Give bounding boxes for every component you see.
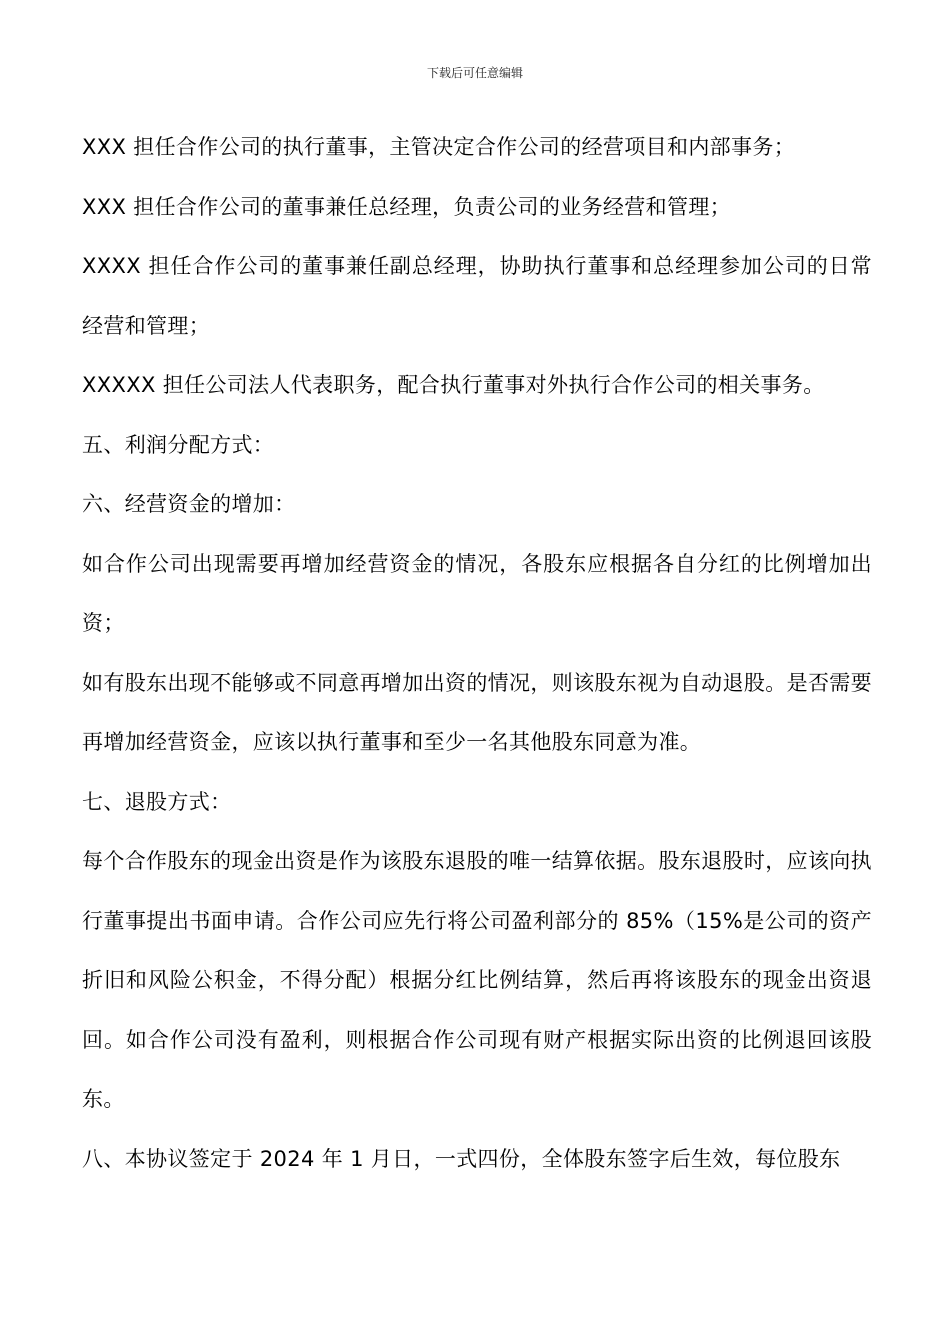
paragraph-agreement-signing: 八、本协议签定于 2024 年 1 月日，一式四份，全体股东签字后生效，每位股东 <box>82 1146 841 1171</box>
paragraph-capital-increase-rule: 如合作公司出现需要再增加经营资金的情况，各股东应根据各自分红的比例增加出资； <box>82 551 872 635</box>
paragraph-withdrawal-settlement: 每个合作股东的现金出资是作为该股东退股的唯一结算依据。股东退股时，应该向执行董事提出书面申请。合作公司应先行将公司盈利部分的 85%（15%是公司的资产折旧和风险公积金，不得分配）根据分红比例结算，然后再将该股东的现金出资退回。如合作公司没有盈利，则根据合作公司现有财产根据实际出资的比例退回该股东。 <box>82 849 872 1111</box>
paragraph-executive-director: XXX 担任合作公司的执行董事，主管决定合作公司的经营项目和内部事务； <box>82 135 796 159</box>
document-body <box>82 118 872 1189</box>
section-heading-withdrawal: 七、退股方式： <box>82 789 232 814</box>
paragraph-general-manager: XXX 担任合作公司的董事兼任总经理，负责公司的业务经营和管理； <box>82 194 732 219</box>
page-header: 下载后可任意编辑 <box>426 66 523 80</box>
paragraph-deputy-general-manager: XXXX 担任合作公司的董事兼任副总经理，协助执行董事和总经理参加公司的日常经营和管理； <box>82 254 872 338</box>
paragraph-legal-representative: XXXXX 担任公司法人代表职务，配合执行董事对外执行合作公司的相关事务。 <box>82 373 825 397</box>
section-heading-profit-distribution: 五、利润分配方式： <box>82 432 275 457</box>
paragraph-capital-increase-withdrawal: 如有股东出现不能够或不同意再增加出资的情况，则该股东视为自动退股。是否需要再增加经营资金，应该以执行董事和至少一名其他股东同意为准。 <box>82 670 872 754</box>
section-heading-capital-increase: 六、经营资金的增加： <box>82 492 296 516</box>
